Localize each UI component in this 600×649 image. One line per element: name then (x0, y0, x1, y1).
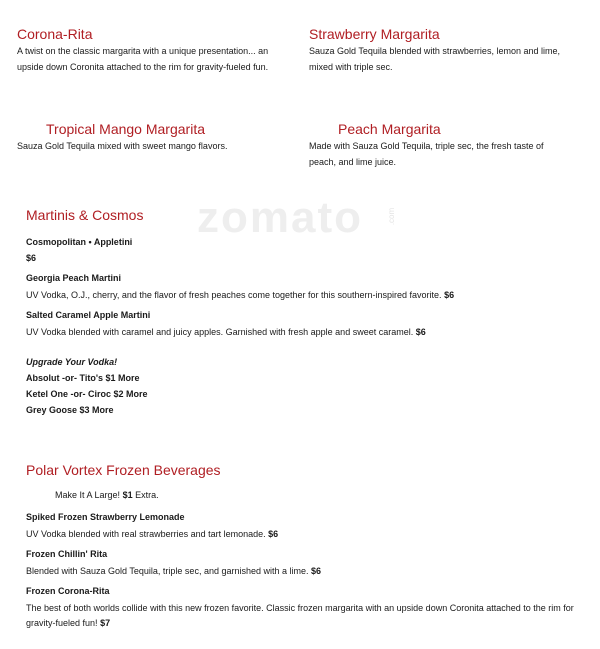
upgrade-heading: Upgrade Your Vodka! (26, 357, 118, 367)
upgrade-vodka-block (26, 354, 148, 418)
upgrade-option: Absolut -or- Tito's $1 More (26, 373, 140, 383)
item-title: Strawberry Margarita (309, 26, 440, 42)
menu-item-strawberry-margarita (309, 26, 564, 75)
item-description: UV Vodka blended with real strawberries and tart lemonade. $6 (26, 529, 279, 539)
item-name: Frozen Corona-Rita (26, 586, 110, 596)
item-description: UV Vodka, O.J., cherry, and the flavor of fresh peaches come together for this southern-inspired favorite. $6 (26, 290, 455, 300)
item-price: $6 (415, 327, 426, 337)
item-title: Tropical Mango Margarita (46, 121, 205, 137)
menu-item-tropical-mango-margarita (17, 121, 279, 154)
menu-item-salted-caramel-apple-martini (26, 309, 426, 338)
menu-item-spiked-frozen-strawberry-lemonade (26, 511, 278, 540)
upsize-note: Make It A Large! $1 Extra. (55, 490, 159, 500)
item-price: $6 (26, 253, 37, 263)
item-name: Spiked Frozen Strawberry Lemonade (26, 512, 185, 522)
zomato-watermark: zomato (197, 193, 363, 242)
item-description: A twist on the classic margarita with a unique presentation... an upside down Coronita attached to the rim for gravity-fueled fun. (17, 46, 269, 72)
upgrade-option: Grey Goose $3 More (26, 405, 114, 415)
section-heading-frozen: Polar Vortex Frozen Beverages (26, 462, 221, 478)
item-name: Cosmopolitan • Appletini (26, 237, 133, 247)
menu-item-peach-margarita (309, 121, 571, 170)
menu-item-frozen-corona-rita (26, 585, 590, 631)
item-price: $6 (311, 566, 322, 576)
item-price: $7 (100, 618, 111, 628)
item-description: Sauza Gold Tequila blended with strawberries, lemon and lime, mixed with triple sec. (309, 46, 560, 72)
item-description: Blended with Sauza Gold Tequila, triple sec, and garnished with a lime. $6 (26, 566, 322, 576)
menu-item-georgia-peach-martini (26, 272, 454, 301)
item-price: $6 (444, 290, 455, 300)
menu-item-corona-rita (17, 26, 279, 75)
section-heading-martinis: Martinis & Cosmos (26, 207, 144, 223)
item-description: Made with Sauza Gold Tequila, triple sec, the fresh taste of peach, and lime juice. (309, 141, 544, 167)
item-description: Sauza Gold Tequila mixed with sweet mango flavors. (17, 141, 228, 151)
item-name: Georgia Peach Martini (26, 273, 122, 283)
menu-item-frozen-chillin-rita (26, 548, 321, 577)
menu-item-cosmopolitan (26, 236, 132, 264)
item-price: $6 (268, 529, 279, 539)
item-description: The best of both worlds collide with this new frozen favorite. Classic frozen margarita with an upside down Coronita attached to the rim for gravity-fueled fun! $7 (26, 603, 574, 628)
item-title: Peach Margarita (338, 121, 441, 137)
item-name: Salted Caramel Apple Martini (26, 310, 151, 320)
upgrade-option: Ketel One -or- Ciroc $2 More (26, 389, 148, 399)
item-title: Corona-Rita (17, 26, 93, 42)
item-description: UV Vodka blended with caramel and juicy apples. Garnished with fresh apple and sweet caramel. $6 (26, 327, 426, 337)
zomato-watermark-suffix: .com (387, 207, 397, 226)
item-name: Frozen Chillin' Rita (26, 549, 108, 559)
